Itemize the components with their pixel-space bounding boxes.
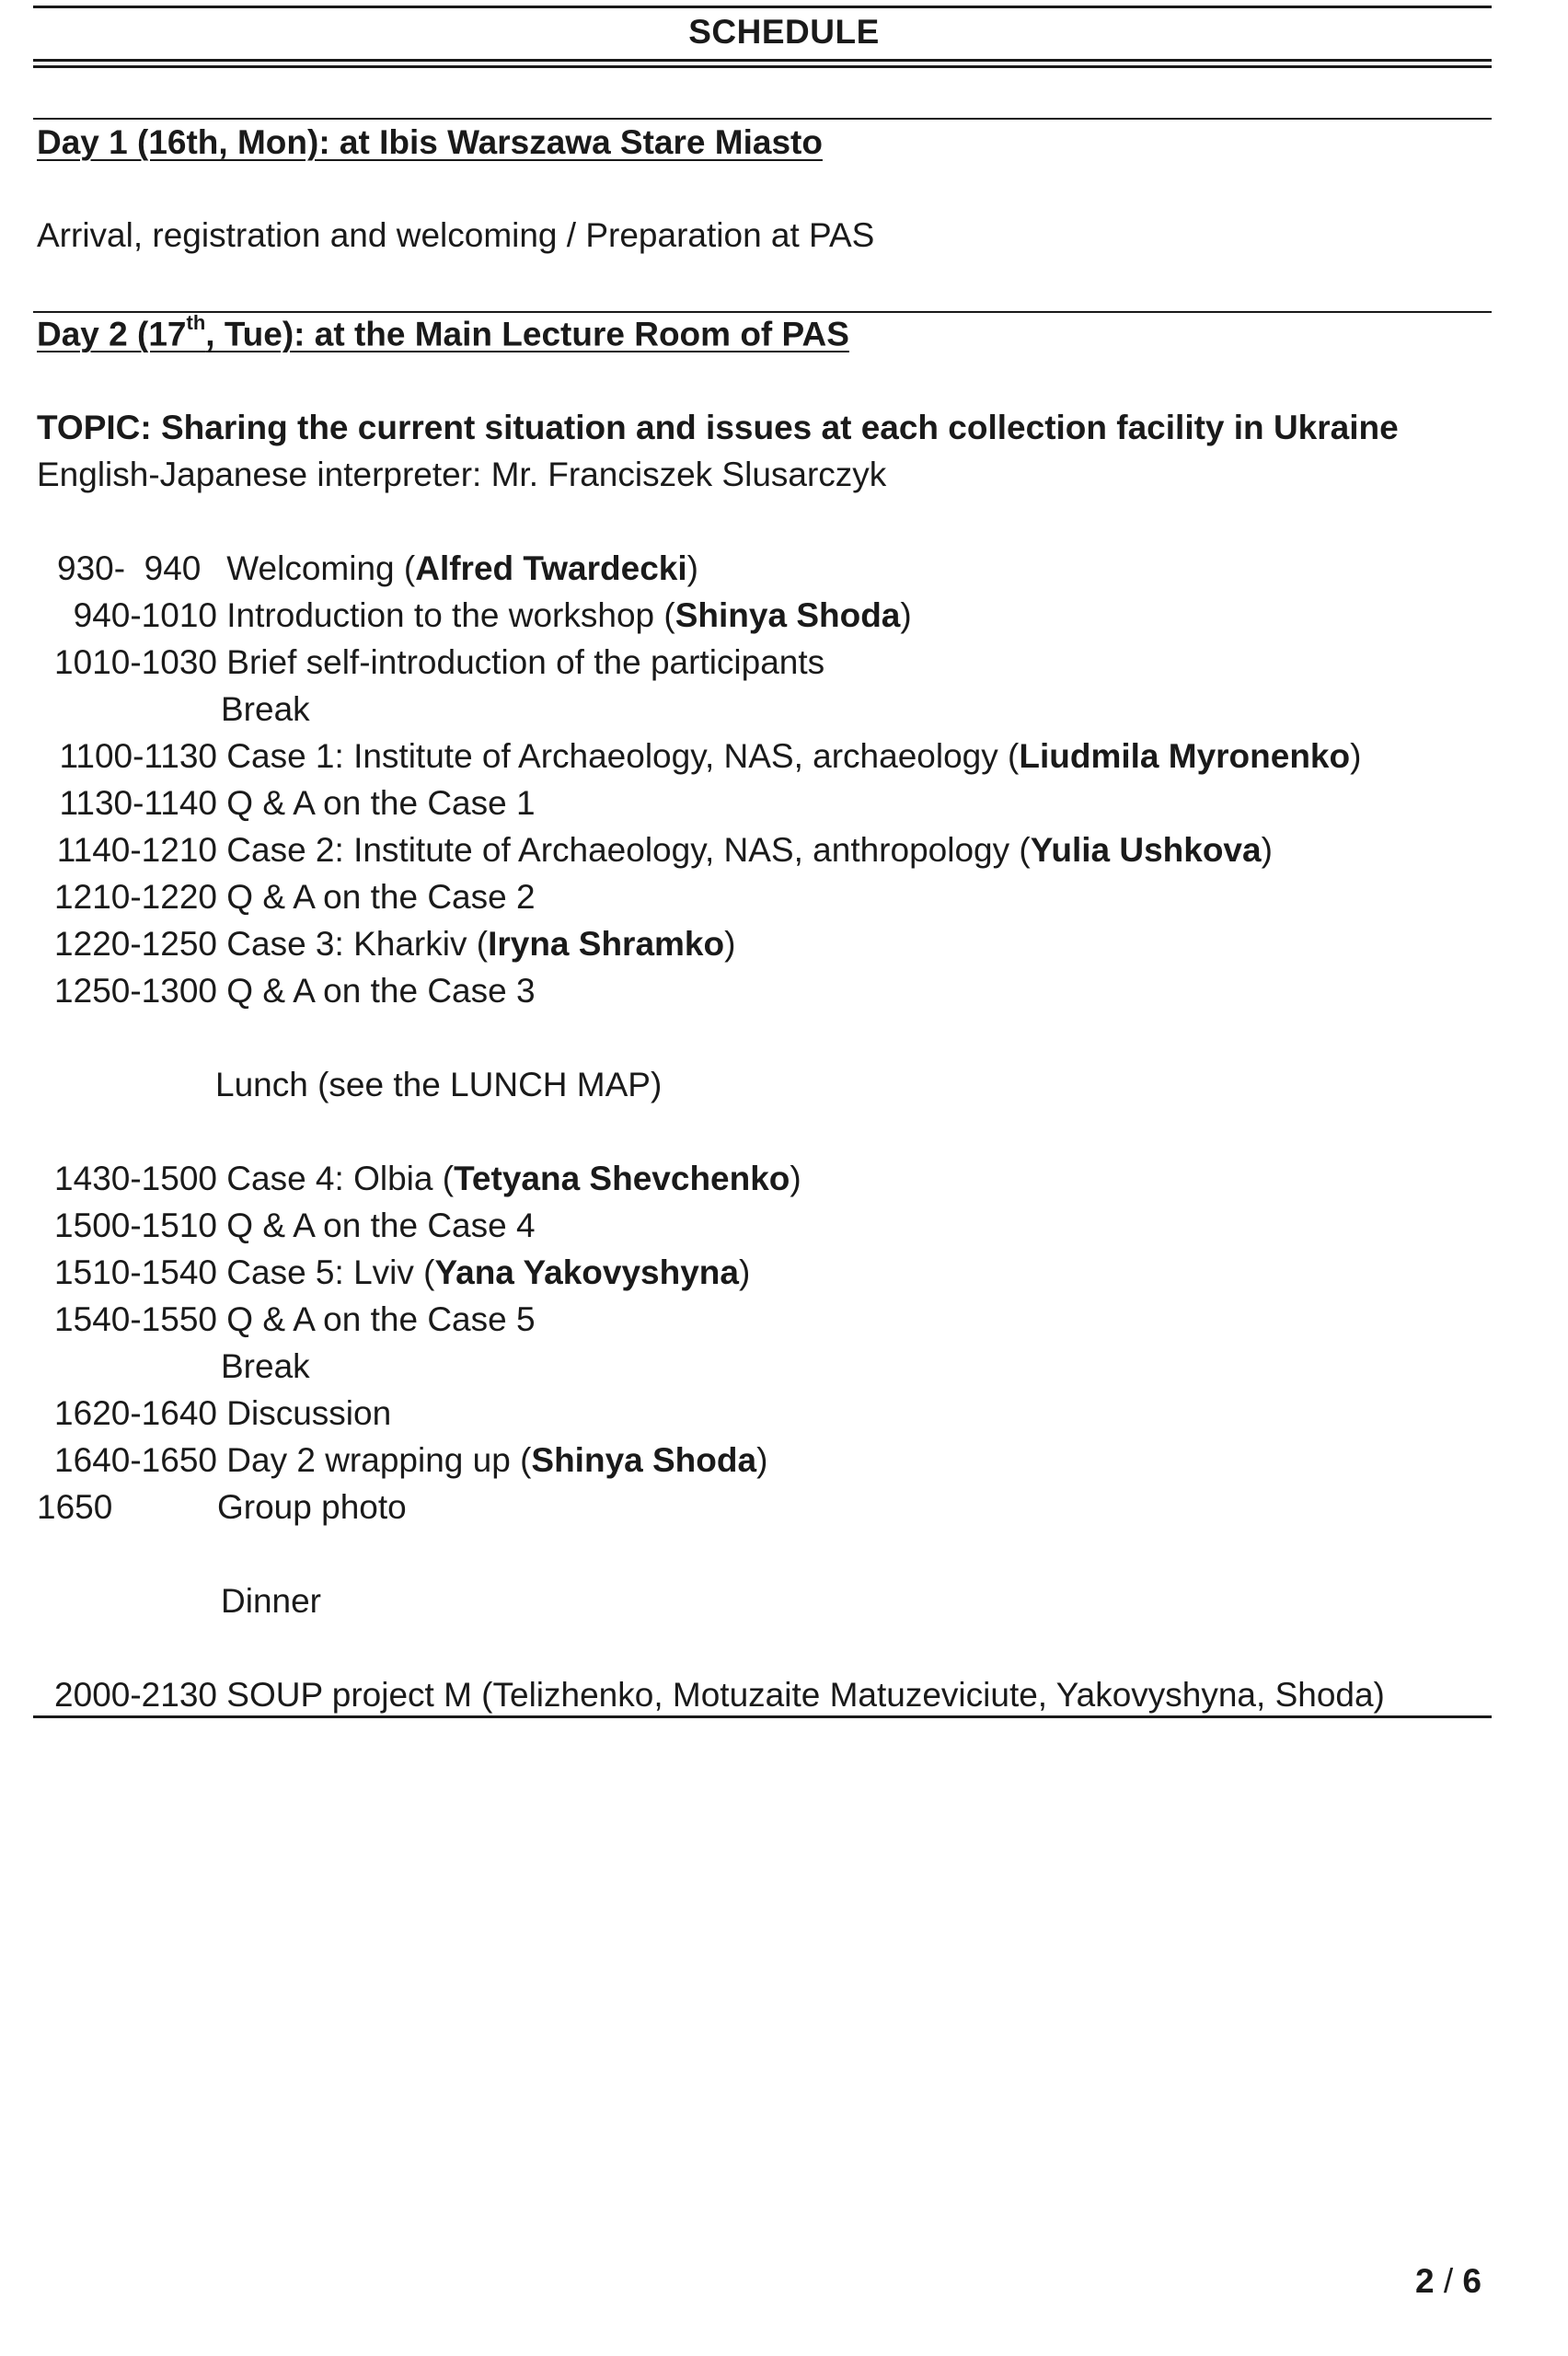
schedule-break: Break [221,690,310,728]
schedule-dinner: Dinner [221,1582,321,1620]
schedule-time: 1210-1220 [54,878,217,916]
bottom-rule [33,1715,1492,1718]
schedule-time: 1100-1130 [59,737,217,775]
schedule-time: 940-1010 [73,596,217,634]
page-separator: / [1443,2262,1454,2300]
schedule-row [37,1490,407,1524]
schedule-text: Discussion [226,1394,392,1432]
schedule-text: Case 3: Kharkiv ( [226,925,489,963]
schedule-text: Case 4: Olbia ( [226,1160,455,1197]
speaker-name: Alfred Twardecki [415,549,687,587]
schedule-row [37,880,536,914]
schedule-text: Welcoming ( [226,549,416,587]
day2-interpreter: English-Japanese interpreter: Mr. Franciszek Slusarczyk [37,456,887,493]
schedule-time: 1540-1550 [54,1300,217,1338]
day2-heading-post: , Tue): at the Main Lecture Room of PAS [205,315,849,353]
schedule-text: Case 5: Lviv ( [226,1253,435,1291]
day2-rule [33,311,1492,313]
schedule-time: 1650 [37,1488,113,1526]
speaker-name: Shinya Shoda [531,1441,757,1479]
speaker-name: Iryna Shramko [488,925,725,963]
page-number [1415,2262,1482,2301]
schedule-row [37,1443,767,1477]
title-double-rule-lower [33,65,1492,68]
schedule-text: Brief self-introduction of the participants [226,643,825,681]
schedule-row [37,1161,801,1195]
schedule-row [37,927,735,961]
schedule-row [37,598,912,632]
schedule-row [37,786,536,820]
schedule-row [37,833,1273,867]
speaker-name: Yana Yakovyshyna [434,1253,739,1291]
schedule-text-close: ) [756,1441,768,1479]
schedule-time: 1500-1510 [54,1207,217,1244]
schedule-row [37,1208,536,1242]
schedule-text-close: ) [1350,737,1362,775]
schedule-text: Q & A on the Case 1 [226,784,536,822]
schedule-text: Q & A on the Case 2 [226,878,536,916]
schedule-row [37,974,536,1008]
schedule-text-close: ) [900,596,912,634]
schedule-row [37,1255,750,1289]
schedule-row [37,1678,1385,1712]
title-double-rule-upper [33,59,1492,62]
schedule-text-close: ) [686,549,698,587]
schedule-time: 2000-2130 [54,1676,217,1714]
schedule-break: Break [221,1347,310,1385]
schedule-time: 1250-1300 [54,972,217,1010]
day1-heading: Day 1 (16th, Mon): at Ibis Warszawa Stare Miasto [37,123,823,161]
schedule-time: 1620-1640 [54,1394,217,1432]
schedule-text-close: ) [738,1253,751,1291]
top-rule [33,6,1492,8]
schedule-text: Case 2: Institute of Archaeology, NAS, anthropology ( [226,831,1031,869]
day2-heading-pre: Day 2 (17 [37,315,187,353]
day2-topic: TOPIC: Sharing the current situation and issues at each collection facility in Ukraine [37,409,1399,446]
speaker-name: Shinya Shoda [674,596,901,634]
schedule-time: 1220-1250 [54,925,217,963]
schedule-row [37,645,824,679]
schedule-row [37,1396,391,1430]
schedule-time: 1640-1650 [54,1441,217,1479]
page-current: 2 [1415,2262,1435,2300]
day1-rule [33,118,1492,120]
day2-heading-superscript: th [186,311,206,334]
schedule-lunch: Lunch (see the LUNCH MAP) [215,1066,663,1103]
schedule-row [37,739,1361,773]
speaker-name: Liudmila Myronenko [1019,737,1351,775]
speaker-name: Tetyana Shevchenko [454,1160,790,1197]
schedule-text: SOUP project M (Telizhenko, Motuzaite Matuzeviciute, Yakovyshyna, Shoda) [226,1676,1385,1714]
schedule-text: Q & A on the Case 3 [226,972,536,1010]
schedule-text: Day 2 wrapping up ( [226,1441,532,1479]
schedule-text-close: ) [790,1160,801,1197]
schedule-row [37,1302,536,1336]
schedule-text: Group photo [217,1488,407,1526]
schedule-text: Q & A on the Case 4 [226,1207,536,1244]
page-title: SCHEDULE [688,13,880,51]
schedule-time: 1510-1540 [54,1253,217,1291]
schedule-time: 1130-1140 [59,784,217,822]
schedule-time: 930- 940 [57,549,202,587]
schedule-time: 1010-1030 [54,643,217,681]
schedule-time: 1140-1210 [56,831,217,869]
day1-description: Arrival, registration and welcoming / Preparation at PAS [37,216,875,254]
schedule-text: Q & A on the Case 5 [226,1300,536,1338]
schedule-text-close: ) [1261,831,1273,869]
schedule-row [37,551,698,585]
schedule-text: Introduction to the workshop ( [226,596,675,634]
day2-heading [37,311,849,353]
schedule-time: 1430-1500 [54,1160,217,1197]
speaker-name: Yulia Ushkova [1030,831,1262,869]
schedule-text: Case 1: Institute of Archaeology, NAS, archaeology ( [226,737,1020,775]
page-total: 6 [1462,2262,1482,2300]
schedule-text-close: ) [724,925,736,963]
